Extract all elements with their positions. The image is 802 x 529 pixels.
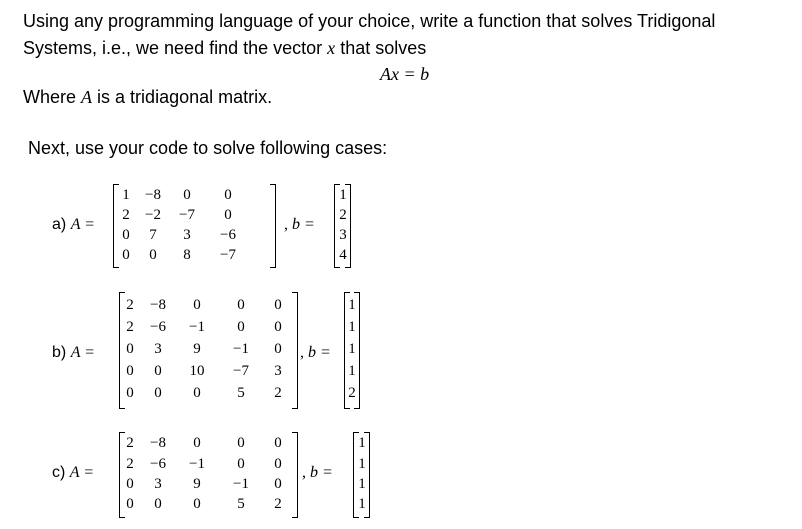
matrix-cell: 0 (183, 186, 191, 203)
vector-x: x (327, 38, 336, 58)
matrix-cell: 3 (274, 362, 282, 379)
matrix-row (118, 225, 254, 245)
matrix-cell: −2 (145, 206, 161, 223)
matrix-row (122, 433, 290, 454)
case-c-label (52, 464, 94, 482)
matrix-cell: −7 (233, 362, 249, 379)
matrix-cell: −6 (150, 318, 166, 335)
intro-line-2 (23, 37, 426, 59)
matrix-cell: 0 (274, 318, 282, 335)
matrix-cell: 5 (237, 495, 245, 512)
matrix-cell: 2 (126, 435, 134, 451)
matrix-row (122, 316, 290, 338)
comma: , (284, 216, 288, 233)
b-label: b = (308, 344, 331, 361)
A-equals: A = (70, 344, 95, 361)
matrix-cell: 0 (122, 226, 130, 243)
matrix-row (122, 338, 290, 360)
matrix-cell: 0 (154, 495, 162, 512)
matrix-cell: 0 (154, 384, 162, 401)
matrix-cell: −7 (220, 246, 236, 263)
matrix-row (122, 360, 290, 382)
A-equals: A = (69, 464, 95, 481)
matrix-cell: 0 (274, 435, 282, 451)
b-label: b = (292, 216, 315, 233)
intro-line-1: Using any programming language of your choice, write a function that solves Tridigonal (23, 11, 716, 31)
vector-cell: 2 (339, 206, 347, 223)
case-label: b) (52, 344, 67, 361)
intro-where-line (23, 86, 272, 108)
vector-cell: 1 (358, 495, 366, 512)
matrix-row (122, 474, 290, 494)
matrix-cell: 7 (149, 226, 157, 243)
matrix-cell: 0 (237, 455, 245, 472)
matrix-cell: 0 (224, 206, 232, 223)
matrix-cell: 0 (274, 475, 282, 492)
b-label: b = (310, 464, 333, 481)
comma: , (302, 464, 306, 481)
b-equals (300, 344, 331, 362)
vector-cell: 2 (348, 384, 356, 401)
matrix-cell: −1 (233, 340, 249, 357)
matrix-row (118, 205, 254, 225)
right-bracket (364, 432, 370, 518)
matrix-row (118, 245, 254, 265)
matrix-cell: 3 (154, 340, 162, 357)
matrix-cell: 0 (126, 384, 134, 401)
matrix-cell: 0 (193, 296, 201, 313)
matrix-cell: −6 (150, 455, 166, 472)
where-prefix: Where (23, 87, 77, 107)
matrix-cell: −1 (233, 475, 249, 492)
intro-line-2-prefix: Systems, i.e., we need find the vector (23, 38, 323, 58)
matrix-row (122, 454, 290, 474)
right-bracket (292, 292, 298, 409)
matrix-cell: 0 (193, 435, 201, 451)
matrix-cell: −8 (150, 435, 166, 451)
matrix-cell: 0 (274, 340, 282, 357)
matrix-cell: 0 (237, 435, 245, 451)
matrix-cell: 0 (274, 296, 282, 313)
case-a-label (52, 216, 95, 234)
matrix-cell: 9 (193, 475, 201, 492)
matrix-cell: 3 (154, 475, 162, 492)
matrix-cell: 0 (126, 475, 134, 492)
matrix-row (118, 185, 254, 205)
matrix-cell: −6 (220, 226, 236, 243)
vector-cell: 1 (358, 435, 366, 451)
matrix-cell: 0 (193, 495, 201, 512)
vector-cell: 1 (358, 475, 366, 492)
matrix-row (122, 494, 290, 514)
matrix-a (118, 185, 254, 265)
intro-line-2-suffix: that solves (340, 38, 427, 58)
case-label: a) (52, 216, 67, 233)
matrix-cell: 0 (126, 340, 134, 357)
matrix-cell: 2 (122, 206, 130, 223)
matrix-cell: 1 (122, 186, 130, 203)
vector-cell: 3 (339, 226, 347, 243)
matrix-c (122, 433, 290, 514)
matrix-cell: 0 (193, 384, 201, 401)
matrix-cell: 0 (149, 246, 157, 263)
comma: , (300, 344, 304, 361)
right-bracket (292, 432, 298, 518)
vector-cell: 1 (339, 186, 347, 203)
A-equals: A = (70, 216, 95, 233)
case-label: c) (52, 464, 66, 481)
matrix-cell: −1 (189, 318, 205, 335)
matrix-cell: 9 (193, 340, 201, 357)
matrix-cell: 0 (237, 318, 245, 335)
matrix-cell: 2 (274, 495, 282, 512)
next-instruction: Next, use your code to solve following cases: (28, 138, 388, 158)
matrix-cell: 0 (237, 296, 245, 313)
vector-cell: 1 (348, 318, 356, 335)
vector-cell: 1 (358, 455, 366, 472)
case-b-label (52, 344, 95, 362)
vector-cell: 1 (348, 340, 356, 357)
matrix-cell: −7 (179, 206, 195, 223)
matrix-cell: 2 (274, 384, 282, 401)
matrix-cell: 8 (183, 246, 191, 263)
matrix-row (122, 294, 290, 316)
matrix-cell: 0 (126, 495, 134, 512)
matrix-row (122, 382, 290, 404)
matrix-cell: 2 (126, 455, 134, 472)
matrix-cell: 2 (126, 296, 134, 313)
system-equation: Ax = b (380, 64, 430, 84)
vector-cell: 4 (339, 246, 347, 263)
matrix-A-symbol: A (81, 87, 93, 107)
matrix-cell: −1 (189, 455, 205, 472)
matrix-cell: 0 (154, 362, 162, 379)
b-equals (284, 216, 315, 234)
matrix-cell: −8 (145, 186, 161, 203)
matrix-cell: 0 (126, 362, 134, 379)
right-bracket (345, 184, 351, 268)
where-suffix: is a tridiagonal matrix. (97, 87, 273, 107)
matrix-b (122, 294, 290, 404)
matrix-cell: 3 (183, 226, 191, 243)
vector-cell: 1 (348, 296, 356, 313)
matrix-cell: 2 (126, 318, 134, 335)
b-equals (302, 464, 333, 482)
matrix-cell: −8 (150, 296, 166, 313)
right-bracket (270, 184, 276, 268)
matrix-cell: 0 (122, 246, 130, 263)
matrix-cell: 0 (224, 186, 232, 203)
matrix-cell: 10 (189, 362, 205, 379)
right-bracket (354, 292, 360, 409)
matrix-cell: 5 (237, 384, 245, 401)
matrix-cell: 0 (274, 455, 282, 472)
vector-cell: 1 (348, 362, 356, 379)
